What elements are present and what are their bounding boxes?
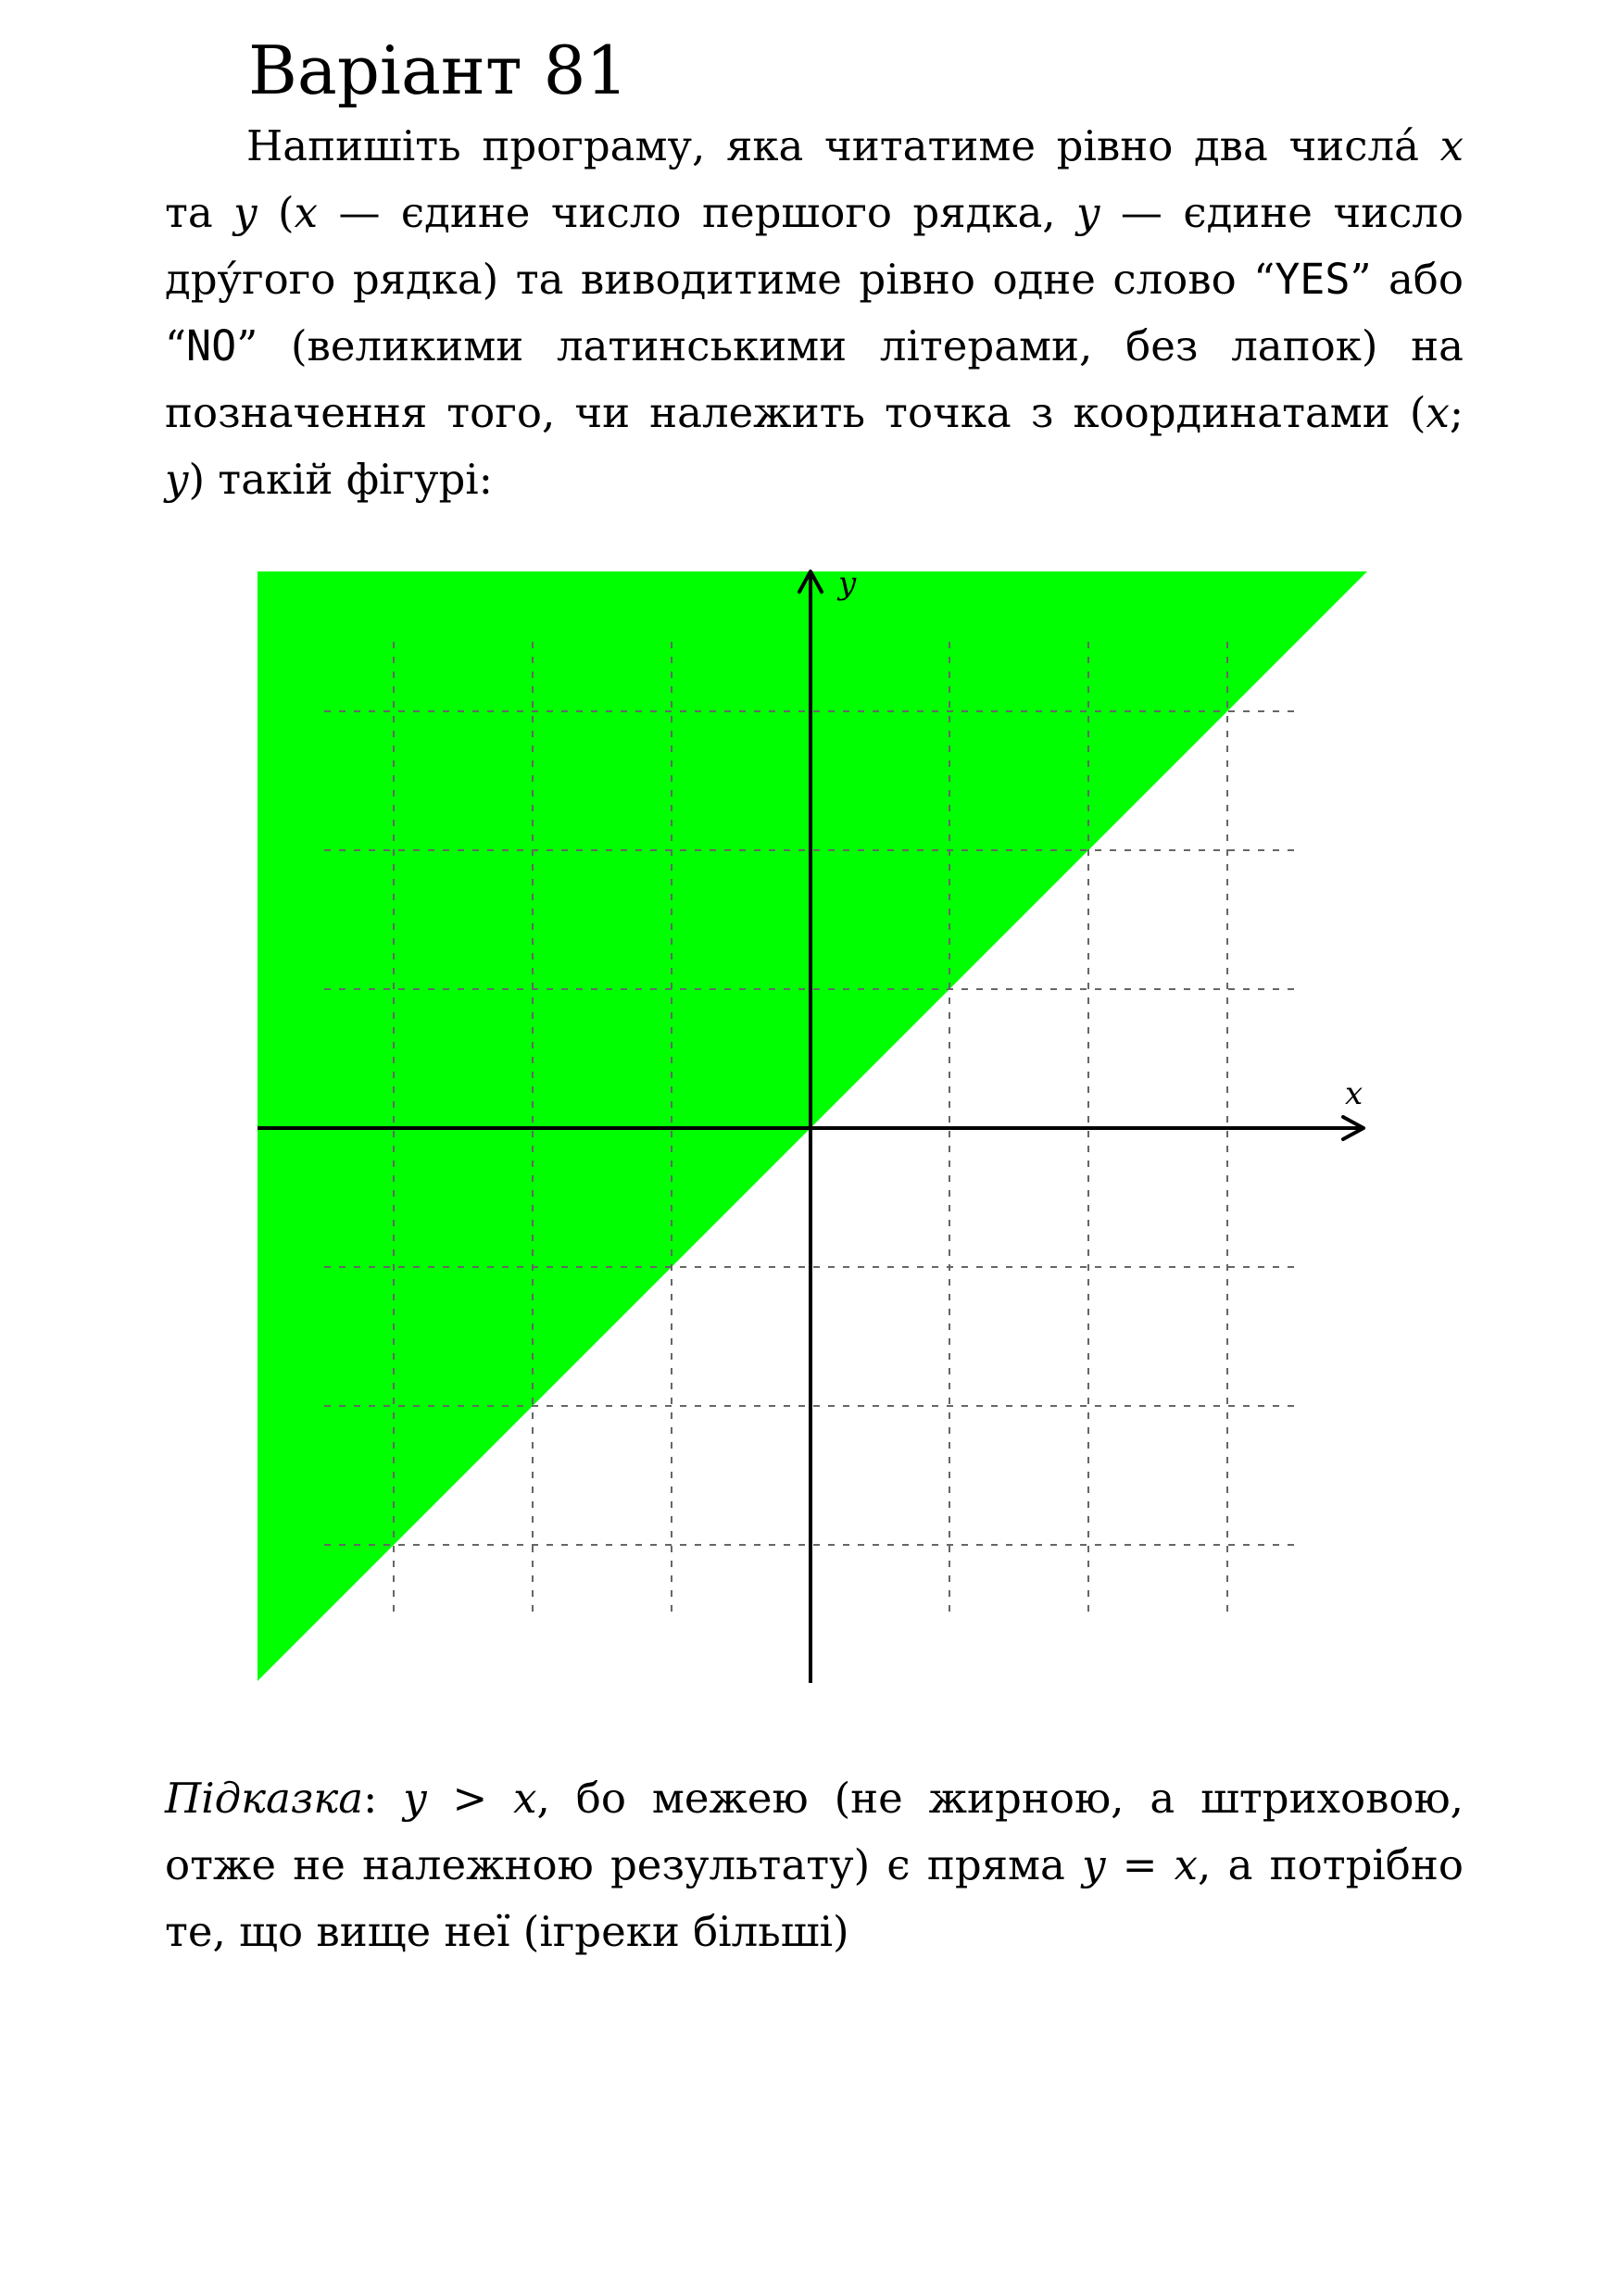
- hint-inequality: y > x: [403, 1774, 537, 1823]
- var-x: x: [1439, 121, 1464, 170]
- answer-yes: YES: [1275, 255, 1351, 304]
- hint-line-equation: y = x: [1082, 1840, 1199, 1889]
- var-y: y: [165, 455, 189, 504]
- var-y: y: [1076, 188, 1100, 237]
- page-title: Варіант 81: [248, 31, 629, 109]
- answer-no: NO: [186, 321, 237, 370]
- var-x: x: [294, 188, 319, 237]
- var-x: x: [1426, 388, 1450, 437]
- var-y: y: [233, 188, 258, 237]
- hint-label: Підказка: [165, 1774, 364, 1823]
- x-axis-label: x: [1345, 1075, 1363, 1112]
- y-axis-label: y: [838, 565, 857, 602]
- problem-statement: Напишіть програму, яка читатиме рівно два числа́ x та y (x — єдине число першого рядка, y — єдине число дру́гого рядка) та виводитиме рівно одне слово “YES” або “NO” (великими латинськими літерами, без лапок) на позначення того, чи належить точка з координатами (x; y) такій фігурі:: [165, 121, 1464, 504]
- hint-text: Підказка: y > x, бо межею (не жирною, а штриховою, отже не належною результату) є пряма y = x, а потрібно те, що вище неї (ігреки більші): [165, 1774, 1464, 1956]
